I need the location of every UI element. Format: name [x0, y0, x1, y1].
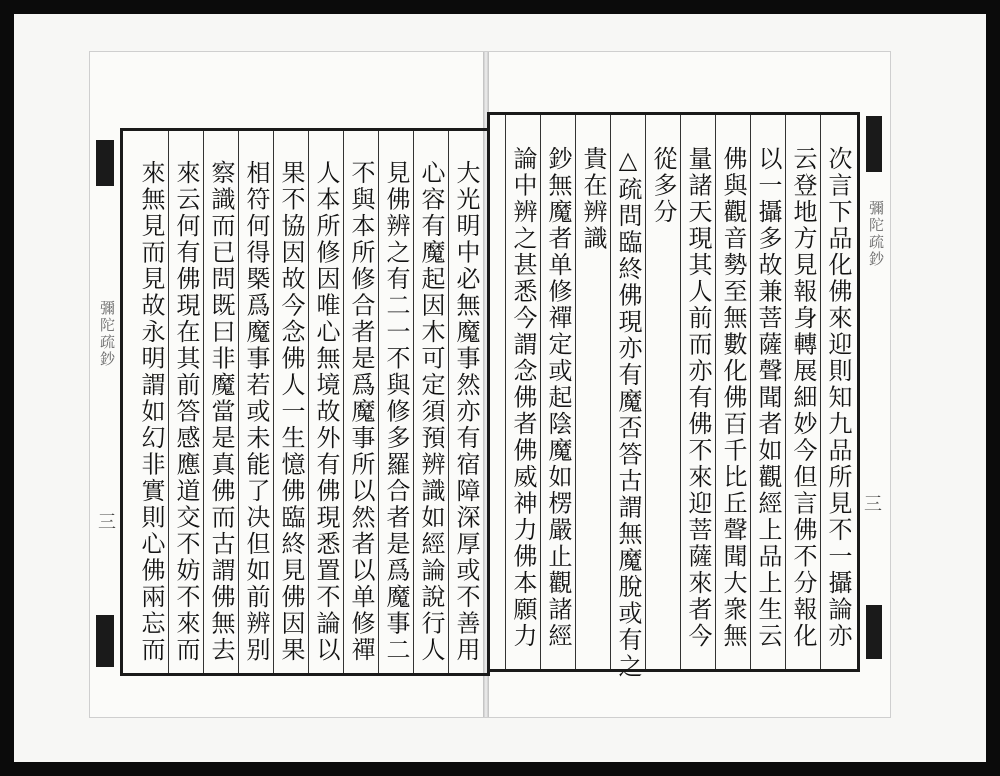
right-folio: 三 — [864, 494, 882, 515]
right-column-rule — [505, 115, 506, 669]
right-column: 鈔無魔者单修禪定或起陰魔如楞嚴止觀諸經 — [544, 146, 572, 650]
left-column-rule — [308, 131, 309, 673]
right-column-rule — [820, 115, 821, 669]
left-column: 大光明中必無魔事然亦有宿障深厚或不善用 — [452, 160, 480, 664]
left-column-rule — [238, 131, 239, 673]
right-column: 以一攝多故兼菩薩聲聞者如觀經上品上生云 — [754, 146, 782, 650]
right-column: 論中辨之甚悉今謂念佛者佛威神力佛本願力 — [509, 146, 537, 650]
right-spine-label: 彌陀疏鈔 — [867, 200, 885, 268]
left-column: 心容有魔起因木可定須預辨識如經論說行人 — [417, 160, 445, 664]
left-column: 果不協因故今念佛人一生憶佛臨終見佛因果 — [277, 160, 305, 664]
left-spine-label: 彌陀疏鈔 — [98, 300, 116, 368]
left-column: 察識而已問既曰非魔當是真佛而古謂佛無去 — [207, 160, 235, 664]
left-column-rule — [168, 131, 169, 673]
left-column-rule — [203, 131, 204, 673]
left-fish-tail-top — [96, 140, 114, 186]
left-column-rule — [448, 131, 449, 673]
right-column: 佛與觀音勢至無數化佛百千比丘聲聞大衆無 — [719, 146, 747, 650]
right-column: △疏問臨終佛現亦有魔否答古謂無魔脫或有之 — [614, 146, 642, 680]
right-column: 次言下品化佛來迎則知九品所見不一攝論亦 — [824, 146, 852, 650]
right-fish-tail-top — [866, 116, 882, 172]
left-column-rule — [413, 131, 414, 673]
right-column-rule — [680, 115, 681, 669]
right-column: 從多分 — [649, 146, 677, 226]
left-column: 來無見而見故永明謂如幻非實則心佛兩忘而 — [137, 160, 165, 664]
right-column-rule — [715, 115, 716, 669]
left-column-rule — [343, 131, 344, 673]
right-column: 量諸天現其人前而亦有佛不來迎菩薩來者今 — [684, 146, 712, 650]
right-column-rule — [645, 115, 646, 669]
left-column: 人本所修因唯心無境故外有佛現悉置不論以 — [312, 160, 340, 664]
right-column-rule — [785, 115, 786, 669]
left-column: 來云何有佛現在其前答感應道交不妨不來而 — [172, 160, 200, 664]
left-column: 不與本所修合者是爲魔事所以然者以单修禪 — [347, 160, 375, 664]
left-folio: 三 — [98, 512, 116, 533]
right-column-rule — [750, 115, 751, 669]
left-column-rule — [273, 131, 274, 673]
right-fish-tail-bottom — [866, 605, 882, 659]
left-fish-tail-bottom — [96, 615, 114, 667]
right-column-rule — [610, 115, 611, 669]
left-column: 見佛辨之有二一不與修多羅合者是爲魔事二 — [382, 160, 410, 664]
right-column-rule — [575, 115, 576, 669]
right-column: 云登地方見報身轉展細妙今但言佛不分報化 — [789, 146, 817, 650]
left-column: 相符何得槩爲魔事若或未能了决但如前辨别 — [242, 160, 270, 664]
right-column: 貴在辨識 — [579, 146, 607, 252]
right-column-rule — [540, 115, 541, 669]
left-column-rule — [378, 131, 379, 673]
